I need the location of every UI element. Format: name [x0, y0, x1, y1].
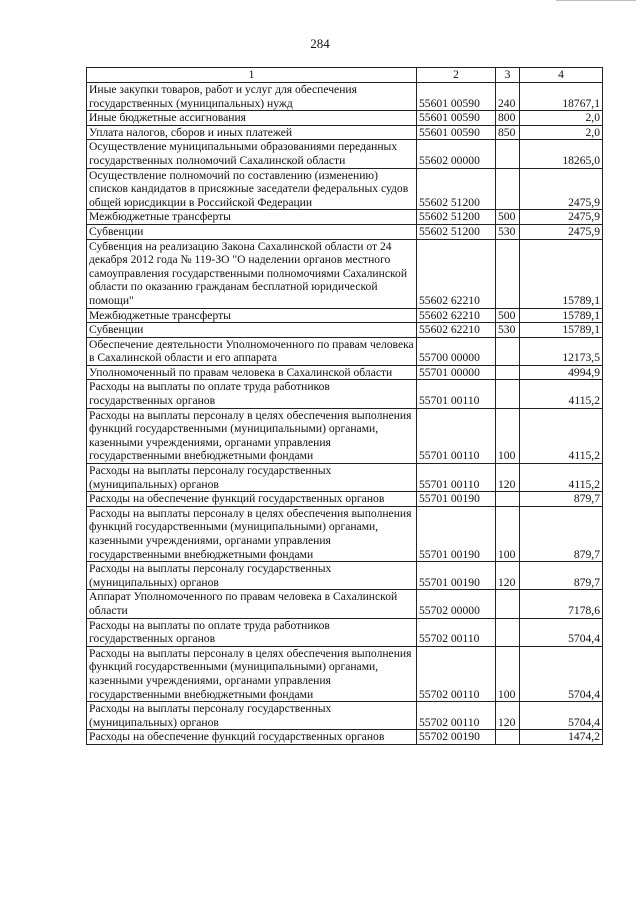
- row-code-cell: 55602 62210: [417, 308, 496, 323]
- row-name-cell: Субвенции: [87, 224, 417, 239]
- row-type-cell: 500: [496, 308, 520, 323]
- row-name-cell: Субвенции: [87, 323, 417, 338]
- row-amount-cell: 15789,1: [520, 323, 603, 338]
- row-type-cell: 100: [496, 646, 520, 701]
- table-header-row: [87, 68, 603, 83]
- table-row: [87, 111, 603, 126]
- row-code-cell: 55602 51200: [417, 168, 496, 210]
- row-name-cell: Субвенция на реализацию Закона Сахалинской области от 24 декабря 2012 года № 119-ЗО "О наделении органов местного самоуправления государственными полномочиями Сахалинской области по оказанию гражданам бесплатной юридической помощи": [87, 239, 417, 308]
- row-type-cell: 120: [496, 702, 520, 730]
- row-type-cell: [496, 337, 520, 365]
- row-type-cell: [496, 140, 520, 168]
- row-type-cell: 800: [496, 111, 520, 126]
- row-name-cell: Расходы на выплаты по оплате труда работников государственных органов: [87, 618, 417, 646]
- column-header-code: 2: [417, 68, 496, 83]
- row-type-cell: 240: [496, 83, 520, 111]
- row-amount-cell: 2475,9: [520, 168, 603, 210]
- row-code-cell: 55601 00590: [417, 83, 496, 111]
- row-name-cell: Уплата налогов, сборов и иных платежей: [87, 125, 417, 140]
- row-type-cell: [496, 380, 520, 408]
- row-name-cell: Межбюджетные трансферты: [87, 210, 417, 225]
- page-number: 284: [310, 36, 330, 51]
- row-amount-cell: 2475,9: [520, 210, 603, 225]
- row-code-cell: 55701 00110: [417, 408, 496, 463]
- row-type-cell: [496, 492, 520, 507]
- table-row: [87, 464, 603, 492]
- table-row: [87, 408, 603, 463]
- row-code-cell: 55700 00000: [417, 337, 496, 365]
- column-header-type: 3: [496, 68, 520, 83]
- row-name-cell: Осуществление полномочий по составлению (изменению) списков кандидатов в присяжные заседатели федеральных судов общей юрисдикции в Российской Федерации: [87, 168, 417, 210]
- row-name-cell: Обеспечение деятельности Уполномоченного по правам человека в Сахалинской области и его аппарата: [87, 337, 417, 365]
- row-type-cell: [496, 618, 520, 646]
- row-name-cell: Расходы на обеспечение функций государственных органов: [87, 492, 417, 507]
- row-type-cell: 100: [496, 408, 520, 463]
- row-name-cell: Расходы на выплаты персоналу в целях обеспечения выполнения функций государственными (муниципальными) органами, казенными учреждениями, органами управления государственными внебюджетными фондами: [87, 646, 417, 701]
- table-row: [87, 337, 603, 365]
- row-code-cell: 55602 51200: [417, 224, 496, 239]
- row-type-cell: 120: [496, 562, 520, 590]
- row-type-cell: 100: [496, 506, 520, 561]
- row-amount-cell: 2475,9: [520, 224, 603, 239]
- column-header-amount: 4: [520, 68, 603, 83]
- row-type-cell: 850: [496, 125, 520, 140]
- row-code-cell: 55602 00000: [417, 140, 496, 168]
- row-type-cell: [496, 365, 520, 380]
- row-code-cell: 55702 00110: [417, 646, 496, 701]
- table-row: [87, 224, 603, 239]
- table-row: [87, 730, 603, 745]
- table-row: [87, 562, 603, 590]
- scan-edge-mark: [556, 0, 636, 6]
- table-row: [87, 239, 603, 308]
- row-name-cell: Иные закупки товаров, работ и услуг для обеспечения государственных (муниципальных) нужд: [87, 83, 417, 111]
- row-name-cell: Расходы на выплаты по оплате труда работников государственных органов: [87, 380, 417, 408]
- table-row: [87, 308, 603, 323]
- row-code-cell: 55701 00190: [417, 506, 496, 561]
- row-amount-cell: 879,7: [520, 492, 603, 507]
- row-code-cell: 55602 51200: [417, 210, 496, 225]
- row-code-cell: 55701 00190: [417, 562, 496, 590]
- row-name-cell: Расходы на выплаты персоналу государственных (муниципальных) органов: [87, 702, 417, 730]
- column-header-name: 1: [87, 68, 417, 83]
- table-row: [87, 83, 603, 111]
- row-name-cell: Расходы на выплаты персоналу государственных (муниципальных) органов: [87, 464, 417, 492]
- row-type-cell: 120: [496, 464, 520, 492]
- row-amount-cell: 879,7: [520, 506, 603, 561]
- row-amount-cell: 15789,1: [520, 308, 603, 323]
- row-name-cell: Уполномоченный по правам человека в Сахалинской области: [87, 365, 417, 380]
- row-amount-cell: 5704,4: [520, 702, 603, 730]
- table-row: [87, 140, 603, 168]
- table-row: [87, 380, 603, 408]
- table-row: [87, 365, 603, 380]
- row-code-cell: 55601 00590: [417, 125, 496, 140]
- row-name-cell: Расходы на выплаты персоналу в целях обеспечения выполнения функций государственными (муниципальными) органами, казенными учреждениями, органами управления государственными внебюджетными фондами: [87, 506, 417, 561]
- row-code-cell: 55702 00190: [417, 730, 496, 745]
- table-row: [87, 506, 603, 561]
- row-code-cell: 55602 62210: [417, 239, 496, 308]
- row-name-cell: Аппарат Уполномоченного по правам человека в Сахалинской области: [87, 590, 417, 618]
- row-name-cell: Осуществление муниципальными образованиями переданных государственных полномочий Сахалинской области: [87, 140, 417, 168]
- row-amount-cell: 5704,4: [520, 618, 603, 646]
- row-amount-cell: 12173,5: [520, 337, 603, 365]
- row-code-cell: 55701 00110: [417, 464, 496, 492]
- row-name-cell: Межбюджетные трансферты: [87, 308, 417, 323]
- row-amount-cell: 2,0: [520, 125, 603, 140]
- row-type-cell: [496, 590, 520, 618]
- row-amount-cell: 4115,2: [520, 380, 603, 408]
- row-amount-cell: 1474,2: [520, 730, 603, 745]
- row-code-cell: 55702 00110: [417, 702, 496, 730]
- row-code-cell: 55701 00000: [417, 365, 496, 380]
- table-row: [87, 702, 603, 730]
- row-type-cell: 530: [496, 224, 520, 239]
- row-amount-cell: 4115,2: [520, 464, 603, 492]
- budget-table: [86, 67, 603, 745]
- row-amount-cell: 18767,1: [520, 83, 603, 111]
- row-amount-cell: 7178,6: [520, 590, 603, 618]
- row-amount-cell: 5704,4: [520, 646, 603, 701]
- table-body: [87, 68, 603, 745]
- row-amount-cell: 879,7: [520, 562, 603, 590]
- row-amount-cell: 18265,0: [520, 140, 603, 168]
- row-code-cell: 55601 00590: [417, 111, 496, 126]
- row-amount-cell: 4994,9: [520, 365, 603, 380]
- row-amount-cell: 15789,1: [520, 239, 603, 308]
- row-name-cell: Расходы на выплаты персоналу в целях обеспечения выполнения функций государственными (муниципальными) органами, казенными учреждениями, органами управления государственными внебюджетными фондами: [87, 408, 417, 463]
- table-row: [87, 210, 603, 225]
- row-name-cell: Расходы на обеспечение функций государственных органов: [87, 730, 417, 745]
- table-row: [87, 590, 603, 618]
- table-row: [87, 618, 603, 646]
- row-type-cell: [496, 239, 520, 308]
- row-code-cell: 55602 62210: [417, 323, 496, 338]
- row-amount-cell: 4115,2: [520, 408, 603, 463]
- row-code-cell: 55701 00190: [417, 492, 496, 507]
- row-type-cell: 500: [496, 210, 520, 225]
- row-name-cell: Расходы на выплаты персоналу государственных (муниципальных) органов: [87, 562, 417, 590]
- row-type-cell: [496, 730, 520, 745]
- table-row: [87, 646, 603, 701]
- row-name-cell: Иные бюджетные ассигнования: [87, 111, 417, 126]
- table-row: [87, 323, 603, 338]
- row-code-cell: 55702 00110: [417, 618, 496, 646]
- table-row: [87, 168, 603, 210]
- table-row: [87, 125, 603, 140]
- row-type-cell: [496, 168, 520, 210]
- row-code-cell: 55702 00000: [417, 590, 496, 618]
- row-code-cell: 55701 00110: [417, 380, 496, 408]
- row-amount-cell: 2,0: [520, 111, 603, 126]
- table-row: [87, 492, 603, 507]
- row-type-cell: 530: [496, 323, 520, 338]
